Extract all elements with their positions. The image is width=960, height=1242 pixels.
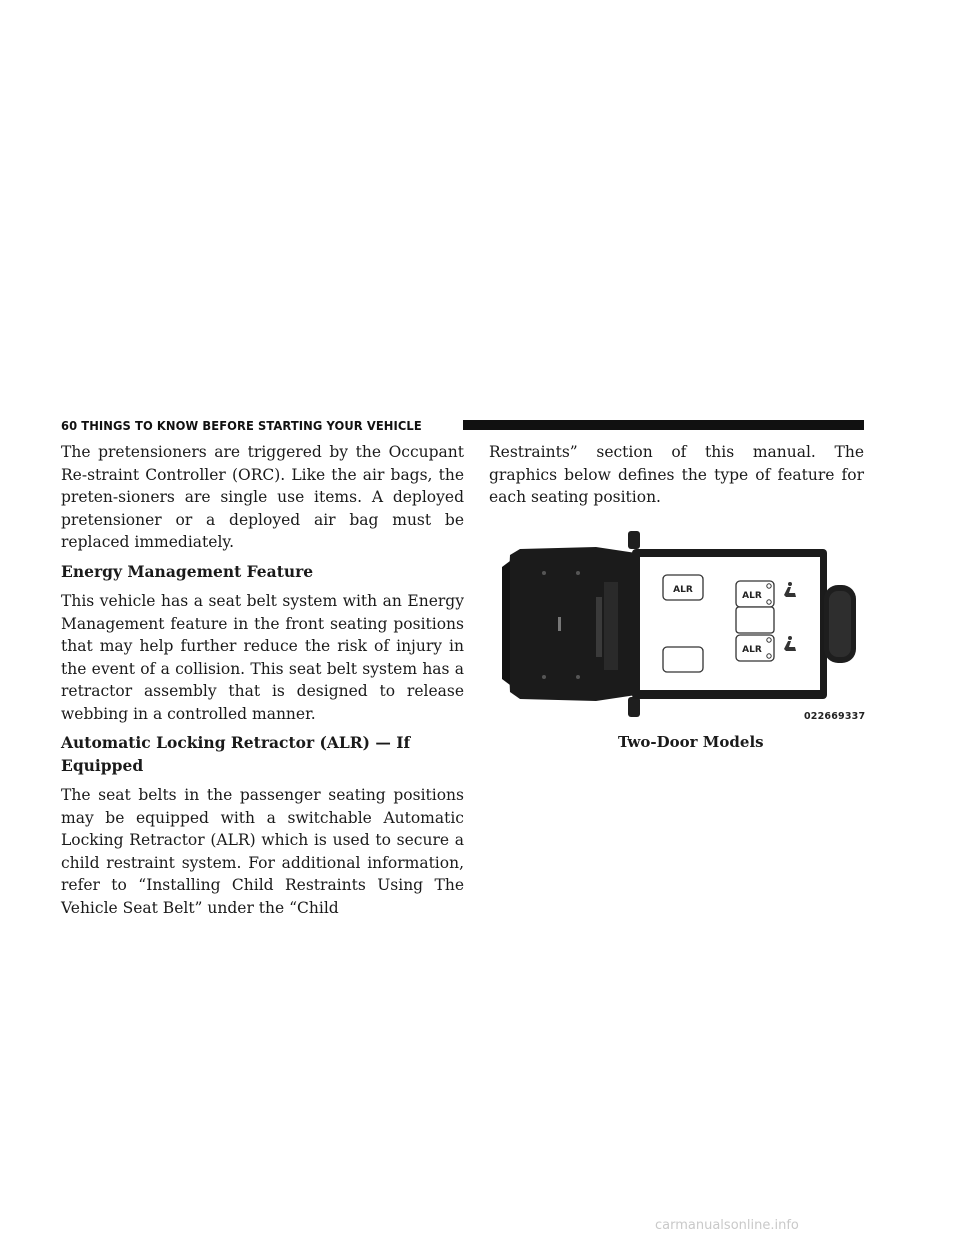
seat-label-rear-left: ALR [742,645,762,655]
two-door-vehicle-diagram [496,527,866,722]
mirror-right [628,697,640,717]
page-header-title: 60 THINGS TO KNOW BEFORE STARTING YOUR VEHICLE [61,417,422,433]
seat-rear-center [736,607,774,633]
paragraph-pretensioners: The pretensioners are triggered by the Occupant Re-straint Controller (ORC). Like the air bags, the preten-sioners are single use items. A deployed pretensioner or a deployed air bag must be replaced immediately. [61,443,464,551]
mirror-left [628,531,640,549]
page-header [61,418,864,432]
watermark: carmanualsonline.info [655,1218,799,1233]
seat-label-rear-right: ALR [742,591,762,601]
paragraph-alr: The seat belts in the passenger seating positions may be equipped with a switchable Automatic Locking Retractor (ALR) which is used to secure a child restraint system. For additional information, refer to “Installing Child Restraints Using The Vehicle Seat Belt” under the “Child [61,786,464,917]
paragraph-restraints-continued: Restraints” section of this manual. The graphics below defines the type of feature for each seating position. [489,443,864,506]
figure-id: 022669337 [804,711,866,722]
heading-energy-management: Energy Management Feature [61,561,314,581]
header-rule [463,420,864,430]
heading-alr: Automatic Locking Retractor (ALR) — If Equipped [61,733,411,775]
paragraph-energy-management: This vehicle has a seat belt system with an Energy Management feature in the front seating positions that may help further reduce the risk of injury in the event of a collision. This seat belt system has a retractor assembly that is designed to release webbing in a controlled manner. [61,592,464,723]
seat-label-front: ALR [673,585,693,595]
right-column [489,441,864,509]
left-column [61,441,464,919]
figure-caption: Two-Door Models [618,733,764,751]
seat-driver [663,647,703,672]
